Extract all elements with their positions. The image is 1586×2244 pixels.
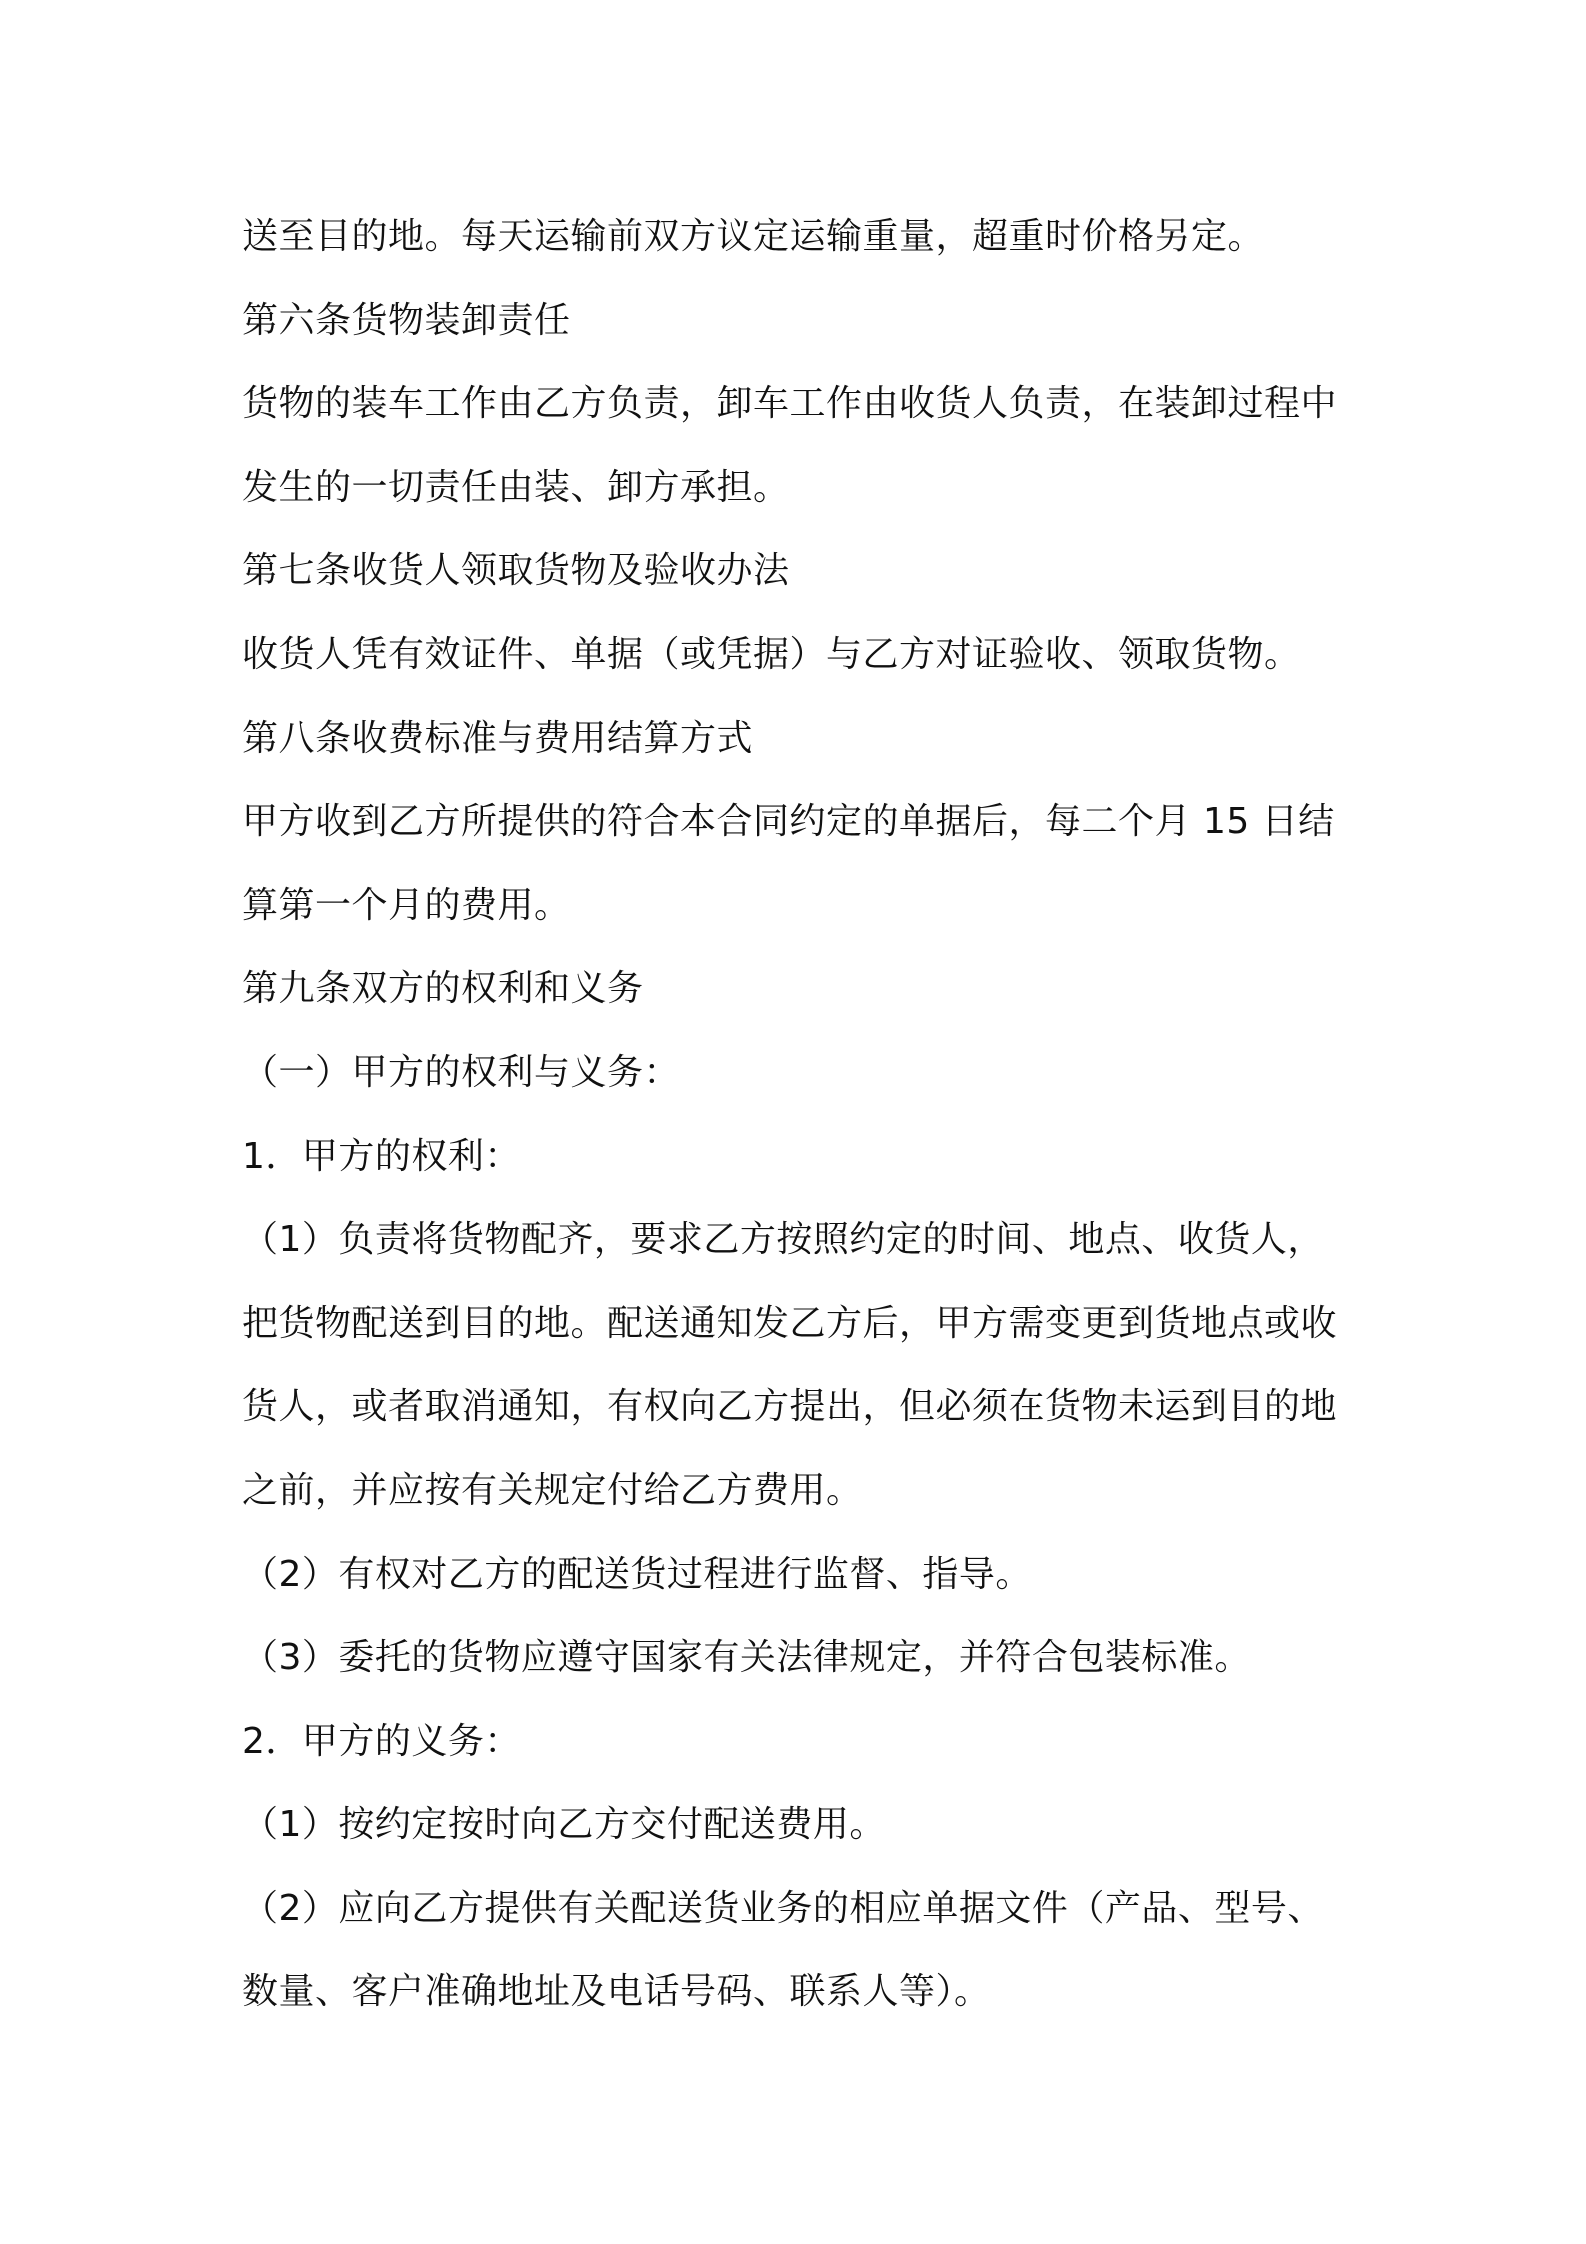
paragraph-line: 发生的一切责任由装、卸方承担。 bbox=[242, 466, 790, 508]
paragraph-line: 货人，或者取消通知，有权向乙方提出，但必须在货物未运到目的地 bbox=[242, 1386, 1338, 1428]
list-item: （1）按约定按时向乙方交付配送费用。 bbox=[242, 1804, 886, 1846]
article-8-heading: 第八条收费标准与费用结算方式 bbox=[242, 717, 754, 759]
section-heading-party-a: （一）甲方的权利与义务： bbox=[242, 1051, 681, 1093]
paragraph-line: 数量、客户准确地址及电话号码、联系人等）。 bbox=[242, 1971, 991, 2013]
article-6-heading: 第六条货物装卸责任 bbox=[242, 299, 571, 341]
list-item: （2）有权对乙方的配送货过程进行监督、指导。 bbox=[242, 1553, 1032, 1595]
paragraph-line: 把货物配送到目的地。配送通知发乙方后，甲方需变更到货地点或收 bbox=[242, 1302, 1338, 1344]
paragraph-line-continuation: 送至目的地。每天运输前双方议定运输重量，超重时价格另定。 bbox=[242, 216, 1265, 257]
paragraph-line: 甲方收到乙方所提供的符合本合同约定的单据后，每二个月 15 日结 bbox=[242, 801, 1335, 843]
paragraph-line: 收货人凭有效证件、单据（或凭据）与乙方对证验收、领取货物。 bbox=[242, 633, 1301, 675]
subsection-heading-party-a-obligations: 2．甲方的义务： bbox=[242, 1720, 521, 1762]
list-item: （1）负责将货物配齐，要求乙方按照约定的时间、地点、收货人， bbox=[242, 1219, 1324, 1261]
article-9-heading: 第九条双方的权利和义务 bbox=[242, 968, 644, 1010]
paragraph-line: 之前，并应按有关规定付给乙方费用。 bbox=[242, 1469, 863, 1511]
article-7-heading: 第七条收货人领取货物及验收办法 bbox=[242, 550, 790, 592]
paragraph-line: 算第一个月的费用。 bbox=[242, 884, 571, 926]
subsection-heading-party-a-rights: 1．甲方的权利： bbox=[242, 1135, 521, 1177]
list-item: （3）委托的货物应遵守国家有关法律规定，并符合包装标准。 bbox=[242, 1637, 1251, 1679]
paragraph-line: 货物的装车工作由乙方负责，卸车工作由收货人负责，在装卸过程中 bbox=[242, 383, 1338, 425]
list-item: （2）应向乙方提供有关配送货业务的相应单据文件（产品、型号、 bbox=[242, 1887, 1324, 1929]
document-body bbox=[242, 195, 1362, 2034]
